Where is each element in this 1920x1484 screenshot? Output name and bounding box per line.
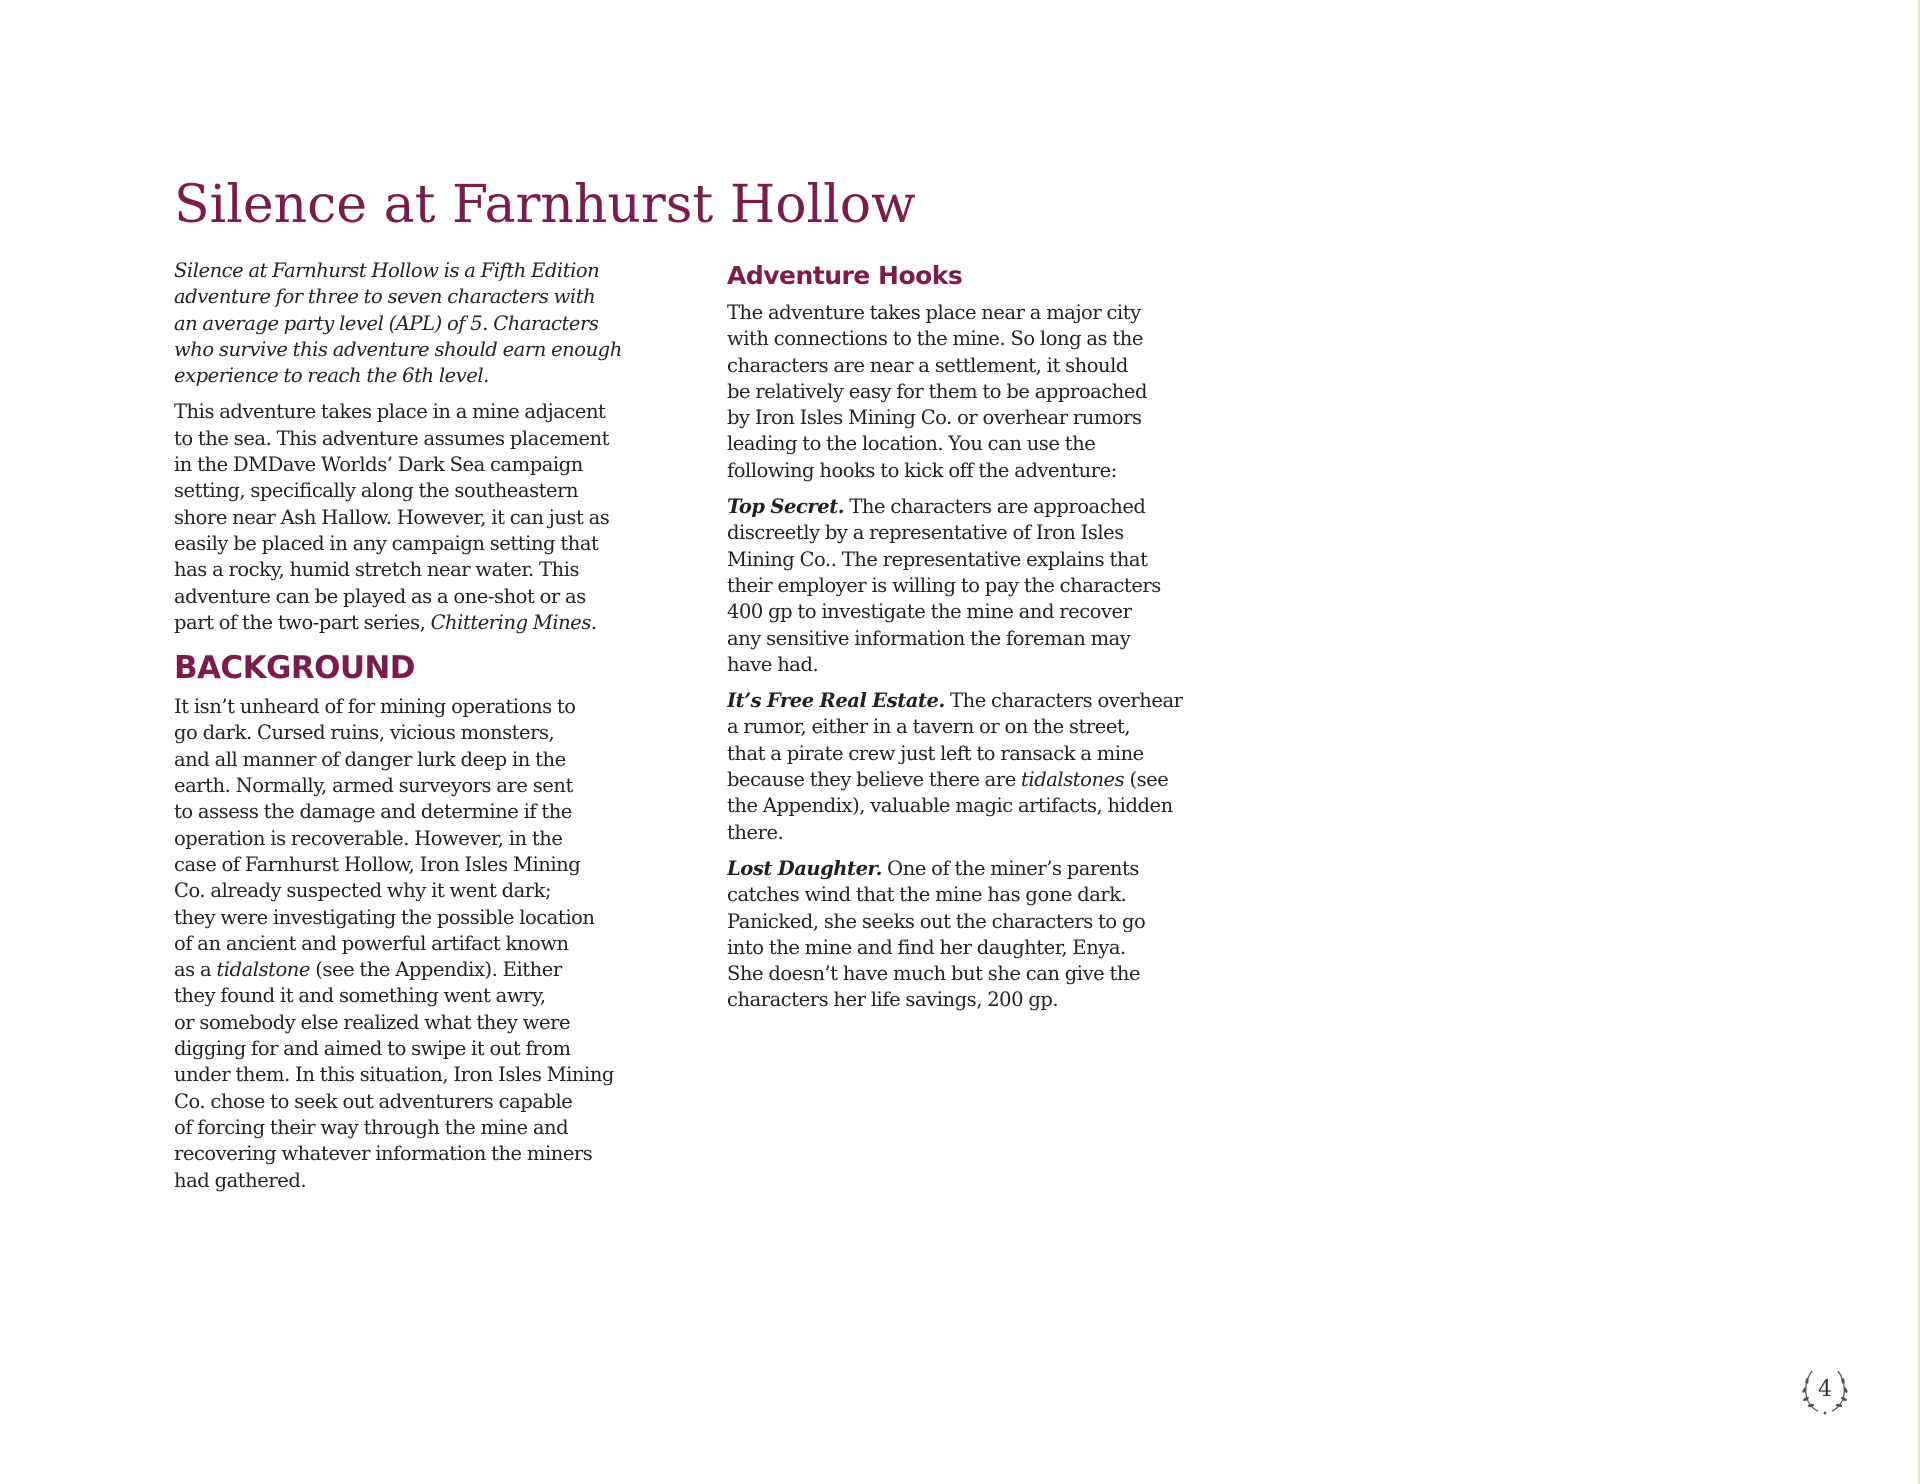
page-number-badge	[1796, 1363, 1854, 1417]
text-line: had gathered.	[174, 1168, 307, 1192]
text-line	[727, 856, 1207, 882]
text-fragment: The characters overhear	[944, 689, 1183, 713]
background-paragraph	[174, 694, 644, 1194]
text-line: setting, specifically along the southeastern	[174, 479, 579, 503]
text-fragment: (see	[1124, 768, 1169, 792]
text-line: any sensitive information the foreman may	[727, 626, 1131, 650]
text-fragment: .	[590, 610, 597, 634]
text-line: a rumor, either in a tavern or on the street,	[727, 715, 1131, 739]
text-line: under them. In this situation, Iron Isles Mining	[174, 1063, 614, 1087]
text-line: case of Farnhurst Hollow, Iron Isles Mining	[174, 852, 581, 876]
text-line: in the DMDave Worlds’ Dark Sea campaign	[174, 453, 583, 477]
text-line: recovering whatever information the miners	[174, 1142, 593, 1166]
text-line: She doesn’t have much but she can give the	[727, 962, 1141, 986]
text-line: have had.	[727, 652, 819, 676]
text-line: of an ancient and powerful artifact known	[174, 931, 569, 955]
hooks-intro-paragraph	[727, 300, 1207, 484]
text-line: It isn’t unheard of for mining operations to	[174, 695, 576, 719]
text-line: adventure can be played as a one-shot or as	[174, 584, 586, 608]
intro-paragraph	[174, 258, 644, 389]
text-fragment: One of the miner’s parents	[881, 856, 1139, 880]
text-line: or somebody else realized what they were	[174, 1010, 571, 1034]
text-fragment: as a	[174, 958, 217, 982]
hook-free-real-estate	[727, 688, 1207, 846]
text-line: digging for and aimed to swipe it out from	[174, 1037, 571, 1061]
hook-lead: It’s Free Real Estate.	[727, 689, 945, 713]
tidalstones-term: tidalstones	[1021, 768, 1125, 792]
text-line	[727, 494, 1207, 520]
background-heading: BACKGROUND	[174, 650, 415, 687]
text-line: catches wind that the mine has gone dark.	[727, 883, 1127, 907]
text-line: to assess the damage and determine if the	[174, 800, 572, 824]
text-line: easily be placed in any campaign setting that	[174, 531, 599, 555]
text-line: operation is recoverable. However, in the	[174, 826, 563, 850]
text-line: shore near Ash Hallow. However, it can just as	[174, 505, 610, 529]
hook-lead: Lost Daughter.	[727, 856, 882, 880]
text-fragment: because they believe there are	[727, 768, 1022, 792]
text-line: go dark. Cursed ruins, vicious monsters,	[174, 721, 555, 745]
text-line: who survive this adventure should earn enough	[174, 337, 622, 361]
page-title: Silence at Farnhurst Hollow	[174, 175, 916, 235]
text-fragment: (see the Appendix). Either	[310, 958, 562, 982]
series-title: Chittering Mines	[430, 610, 591, 634]
text-line: the Appendix), valuable magic artifacts, hidden	[727, 794, 1173, 818]
text-line: an average party level (APL) of 5. Characters	[174, 311, 599, 335]
text-line: experience to reach the 6th level.	[174, 364, 489, 388]
text-line: adventure for three to seven characters with	[174, 285, 596, 309]
text-line: Co. already suspected why it went dark;	[174, 879, 552, 903]
text-line: characters are near a settlement, it should	[727, 353, 1128, 377]
text-line: Panicked, she seeks out the characters to go	[727, 909, 1146, 933]
text-fragment: part of the two-part series,	[174, 610, 431, 634]
text-line: 400 gp to investigate the mine and recover	[727, 600, 1132, 624]
text-line: there.	[727, 820, 784, 844]
text-line: they were investigating the possible location	[174, 905, 595, 929]
text-line: Mining Co.. The representative explains that	[727, 547, 1148, 571]
text-line: by Iron Isles Mining Co. or overhear rumors	[727, 406, 1142, 430]
adventure-hooks-heading: Adventure Hooks	[727, 261, 963, 290]
text-line: earth. Normally, armed surveyors are sent	[174, 774, 573, 798]
tidalstone-term: tidalstone	[216, 958, 311, 982]
hook-lead: Top Secret.	[727, 495, 845, 519]
text-line: of forcing their way through the mine and	[174, 1115, 569, 1139]
text-line: to the sea. This adventure assumes placement	[174, 426, 610, 450]
text-line: discreetly by a representative of Iron Isles	[727, 521, 1124, 545]
text-fragment: The characters are approached	[844, 495, 1146, 519]
setting-paragraph	[174, 399, 644, 636]
text-line	[174, 610, 644, 636]
text-line: they found it and something went awry,	[174, 984, 546, 1008]
text-line	[727, 688, 1207, 714]
right-column	[727, 260, 1207, 1024]
text-line: their employer is willing to pay the characters	[727, 573, 1161, 597]
text-line: that a pirate crew just left to ransack a mine	[727, 741, 1144, 765]
text-line	[174, 957, 644, 983]
text-line: into the mine and find her daughter, Enya.	[727, 935, 1126, 959]
hook-top-secret	[727, 494, 1207, 678]
text-line: and all manner of danger lurk deep in the	[174, 747, 566, 771]
text-line: This adventure takes place in a mine adjacent	[174, 400, 606, 424]
page-number: 4	[1818, 1377, 1832, 1402]
text-line: Silence at Farnhurst Hollow is a Fifth Edition	[174, 259, 600, 282]
text-line: following hooks to kick off the adventure:	[727, 458, 1117, 482]
text-line: characters her life savings, 200 gp.	[727, 988, 1059, 1012]
text-line: with connections to the mine. So long as the	[727, 327, 1143, 351]
text-line: Co. chose to seek out adventurers capable	[174, 1089, 573, 1113]
text-line: The adventure takes place near a major city	[727, 301, 1141, 324]
text-line: leading to the location. You can use the	[727, 432, 1096, 456]
left-column	[174, 258, 644, 1204]
text-line	[727, 767, 1207, 793]
text-line: has a rocky, humid stretch near water. This	[174, 558, 580, 582]
text-line: be relatively easy for them to be approached	[727, 379, 1147, 403]
hook-lost-daughter	[727, 856, 1207, 1014]
